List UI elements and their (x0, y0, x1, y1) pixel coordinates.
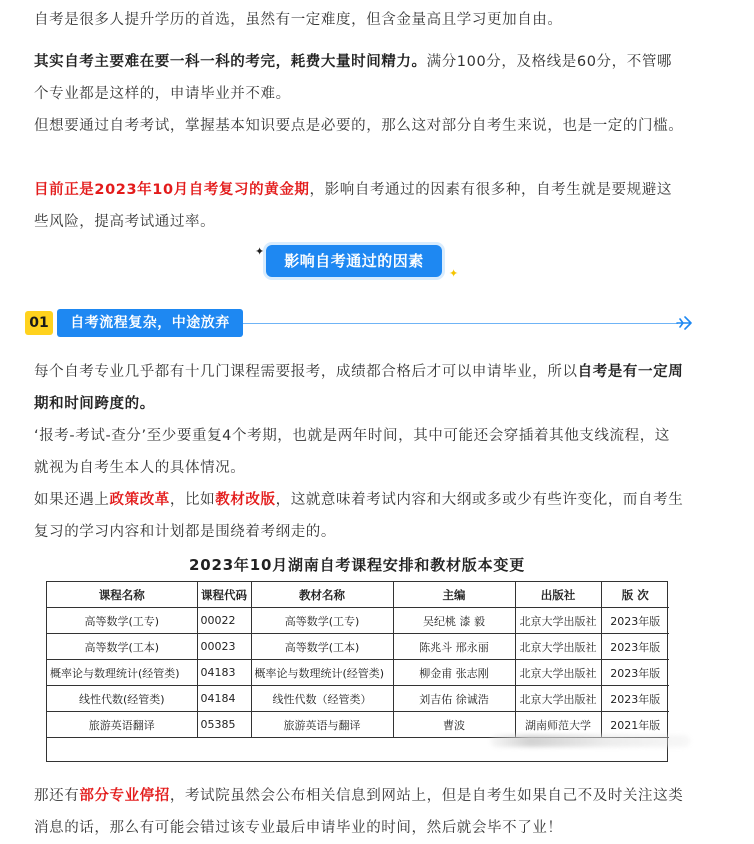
table-cell: 线性代数(经管类) (47, 686, 197, 712)
paragraph-threshold (34, 110, 684, 142)
highlight-text: 部分专业停招 (79, 788, 170, 804)
table-row (47, 712, 669, 738)
bold-text: 其实自考主要难在要一科一科的考完，耗费大量时间精力。 (34, 54, 427, 70)
paragraph-difficulty (34, 46, 684, 110)
paragraph-exam-cycle (34, 420, 684, 484)
column-header: 课程代码 (197, 582, 251, 608)
body-text: ，这就意味着考试内容和大纲或多或少有些许变化，而自考生复习的学习内容和计划都是围绕着考纲走的。 (34, 492, 684, 540)
table-cell: 概率论与数理统计(经管类) (251, 660, 393, 686)
paragraph-policy (34, 484, 684, 548)
table-cell: 旅游英语与翻译 (251, 712, 393, 738)
body-text: ，考试院虽然会公布相关信息到网站上，但是自考生如果自己不及时关注这类消息的话，那么有可能会错过该专业最后申请毕业的时间，然后就会毕不了业！ (34, 788, 684, 836)
table-cell: 高等数学(工专) (251, 608, 393, 634)
section-number-badge: 01 (25, 311, 53, 335)
body-text: 每个自考专业几乎都有十几门课程需要报考，成绩都合格后才可以申请毕业，所以 (34, 364, 578, 380)
paragraph-suspended-majors (34, 780, 684, 844)
highlight-text: 目前正是2023年10月自考复习的黄金期 (34, 182, 310, 198)
column-header: 课程名称 (47, 582, 197, 608)
plane-arrow-icon (676, 314, 692, 332)
table-cell: 2023年版 (601, 608, 669, 634)
body-text: 那还有 (34, 788, 80, 804)
divider-line (243, 323, 678, 324)
paragraph-intro (34, 4, 684, 36)
table-row (47, 634, 669, 660)
body-text: ‘报考-考试-查分’至少要重复4个考期，也就是两年时间，其中可能还会穿插着其他支线流程，这就视为自考生本人的具体情况。 (34, 428, 670, 476)
highlight-text: 教材改版 (215, 492, 276, 508)
intro-text: 自考是很多人提升学历的首选，虽然有一定难度，但含金量高且学习更加自由。 (34, 12, 563, 28)
column-header: 教材名称 (251, 582, 393, 608)
table-cell: 00023 (197, 634, 251, 660)
table-cell: 线性代数（经管类） (251, 686, 393, 712)
table-title: 2023年10月湖南自考课程安排和教材版本变更 (188, 556, 526, 574)
table-cell: 2021年版 (601, 712, 669, 738)
table-cell: 旅游英语翻译 (47, 712, 197, 738)
sparkle-icon: ✦ (255, 245, 265, 258)
table-header-row (47, 582, 669, 608)
table-cell: 柳金甫 张志刚 (393, 660, 515, 686)
table-cell: 北京大学出版社 (515, 608, 601, 634)
table-row (47, 608, 669, 634)
column-header: 版 次 (601, 582, 669, 608)
table-cell: 高等数学(工本) (47, 634, 197, 660)
table-cell: 高等数学(工本) (251, 634, 393, 660)
body-text: ，比如 (169, 492, 216, 508)
table-cell: 00022 (197, 608, 251, 634)
table-row (47, 686, 669, 712)
bold-text: 自考是有一定周期和时间跨度的。 (34, 364, 684, 412)
body-text: 但想要通过自考考试，掌握基本知识要点是必要的，那么这对部分自考生来说，也是一定的门槛。 (34, 118, 684, 134)
table-cell: 概率论与数理统计(经管类) (47, 660, 197, 686)
column-header: 出版社 (515, 582, 601, 608)
table-cell: 2023年版 (601, 686, 669, 712)
blurred-watermark (490, 735, 690, 747)
table-cell: 湖南师范大学 (515, 712, 601, 738)
table-row (47, 660, 669, 686)
table-cell: 北京大学出版社 (515, 686, 601, 712)
table-cell: 北京大学出版社 (515, 660, 601, 686)
column-header: 主编 (393, 582, 515, 608)
sparkle-icon: ✦ (449, 267, 459, 280)
table-cell: 吴纪桃 漆 毅 (393, 608, 515, 634)
body-text: ，影响自考通过的因素有很多种，自考生就是要规避这些风险，提高考试通过率。 (34, 182, 672, 230)
table-cell: 04184 (197, 686, 251, 712)
sub-heading: 自考流程复杂，中途放弃 (57, 309, 243, 337)
body-text: 如果还遇上 (34, 492, 110, 508)
table-cell: 北京大学出版社 (515, 634, 601, 660)
section-heading: 影响自考通过的因素 (266, 245, 442, 277)
table-cell: 曹波 (393, 712, 515, 738)
paragraph-golden-period (34, 174, 684, 238)
table-cell: 05385 (197, 712, 251, 738)
table-cell: 陈兆斗 邢永丽 (393, 634, 515, 660)
body-text: 满分100分，及格线是60分，不管哪个专业都是这样的，申请毕业并不难。 (34, 54, 673, 102)
table-cell: 04183 (197, 660, 251, 686)
highlight-text: 政策改革 (109, 492, 170, 508)
table-cell: 刘吉佑 徐诚浩 (393, 686, 515, 712)
table-cell: 2023年版 (601, 660, 669, 686)
paragraph-courses (34, 356, 684, 420)
table-cell: 2023年版 (601, 634, 669, 660)
table-cell: 高等数学(工专) (47, 608, 197, 634)
